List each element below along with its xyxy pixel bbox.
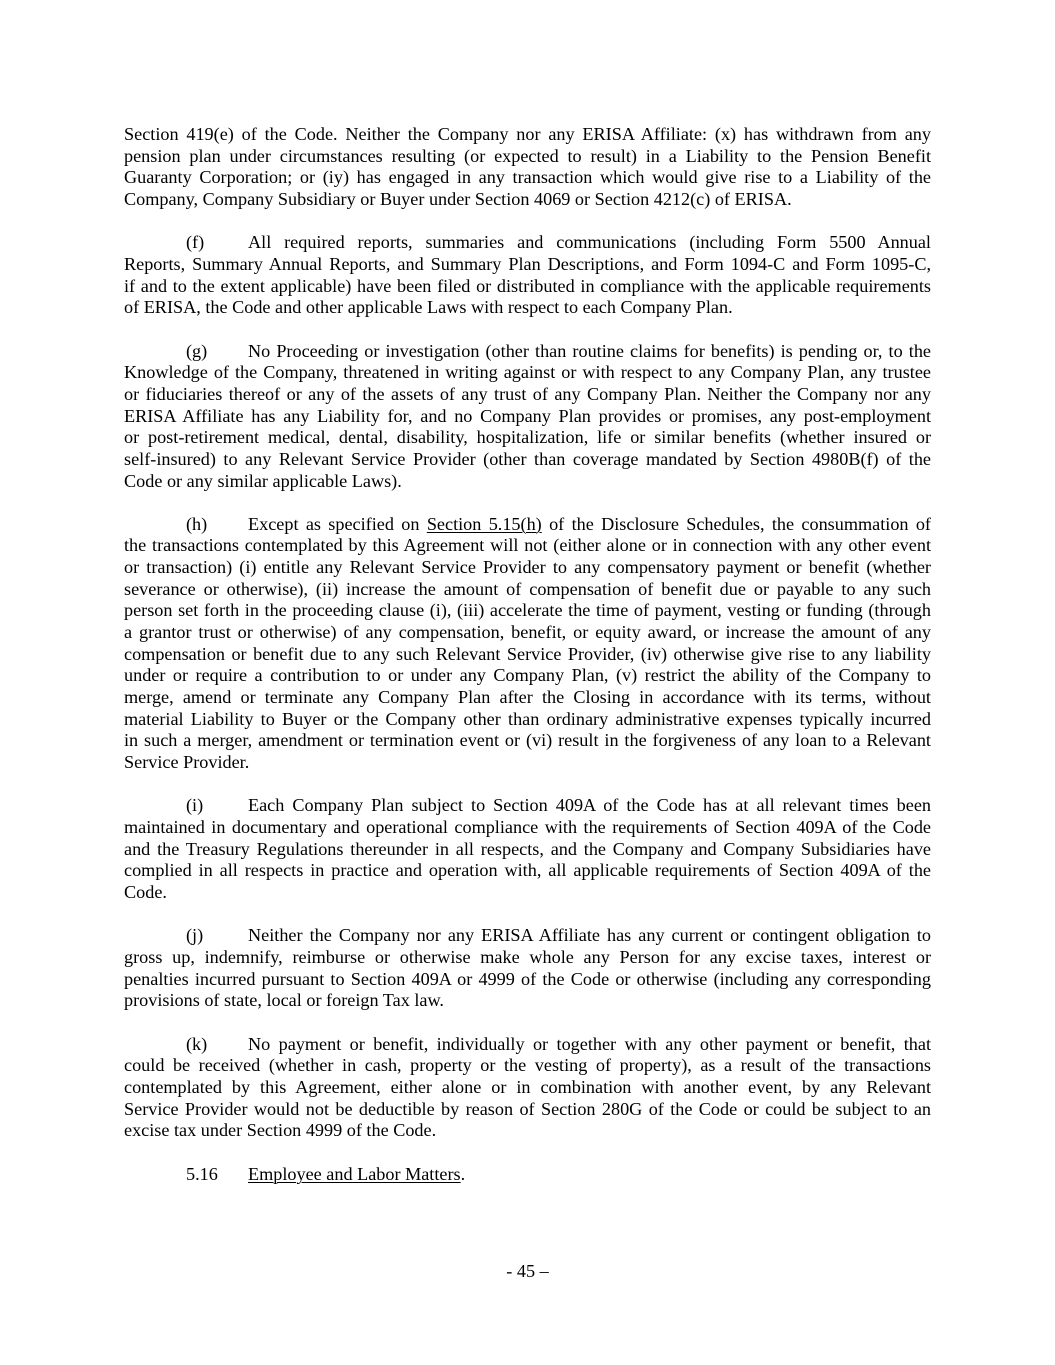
paragraph-line: Guaranty Corporation; or (iy) has engaged in any transaction which would give rise to a Liability of the — [124, 167, 931, 188]
paragraph-line: in such a merger, amendment or termination event or (vi) result in the forgiveness of any loan to a Relevant — [124, 730, 931, 751]
paragraph-f — [124, 232, 931, 319]
paragraph-line: Service Provider. — [124, 752, 250, 773]
section-title-line — [248, 1164, 931, 1186]
paragraph-line: compensation or benefit due to any such Relevant Service Provider, (iv) otherwise give rise to any liability — [124, 643, 931, 664]
paragraph-g — [124, 341, 931, 493]
paragraph-line: material Liability to Buyer or the Company other than ordinary administrative expenses typically incurred — [124, 708, 931, 729]
paragraph-label: (j) — [186, 925, 204, 946]
paragraph-label: (i) — [186, 795, 204, 816]
paragraph-line: severance or otherwise), (ii) increase the amount of compensation of benefit due or payable to any such — [124, 578, 931, 599]
paragraph-line: or transaction) (i) entitle any Relevant Service Provider to any compensatory payment or benefit (whether — [124, 557, 931, 578]
section-heading-5-16 — [124, 1164, 931, 1186]
paragraph-line: person set forth in the proceeding clause (i), (iii) accelerate the time of payment, vesting or funding (through — [124, 600, 931, 621]
paragraph-label: (g) — [186, 340, 208, 361]
paragraph-line: excise tax under Section 4999 of the Code. — [124, 1120, 437, 1141]
paragraph-line: contemplated by this Agreement, either alone or in combination with another event, by any Relevant — [124, 1076, 931, 1097]
paragraph-first-line — [124, 795, 931, 817]
paragraph-line: complied in all respects in practice and operation with, all applicable requirements of Section 409A of the — [124, 860, 931, 881]
paragraph-line: the transactions contemplated by this Agreement will not (either alone or in connection with any other event — [124, 535, 931, 556]
paragraph-first-line — [124, 232, 931, 254]
document-body — [124, 124, 931, 1207]
paragraph-line: Each Company Plan subject to Section 409A of the Code has at all relevant times been — [248, 795, 931, 816]
section-cross-reference: Section 5.15(h) — [426, 513, 542, 534]
paragraph-line: could be received (whether in cash, property or the vesting of property), as a result of the transactions — [124, 1055, 931, 1076]
paragraph-line: Code or any similar applicable Laws). — [124, 470, 402, 491]
line-segment: Except as specified on — [248, 513, 427, 534]
paragraph-i — [124, 795, 931, 903]
paragraph-label: (h) — [186, 513, 208, 534]
paragraph-line: of ERISA, the Code and other applicable Laws with respect to each Company Plan. — [124, 297, 733, 318]
paragraph-line: All required reports, summaries and communications (including Form 5500 Annual — [248, 232, 931, 253]
paragraph-h — [124, 514, 931, 774]
paragraph-label: (f) — [186, 232, 205, 253]
section-heading — [124, 1164, 931, 1186]
paragraph-line: a grantor trust or otherwise) of any compensation, benefit, or equity award, or increase the amount of any — [124, 622, 931, 643]
paragraph-line — [248, 514, 931, 536]
paragraph-line: maintained in documentary and operational compliance with the requirements of Section 409A of the Code — [124, 817, 931, 837]
paragraph-line: if and to the extent applicable) have been filed or distributed in compliance with the applicable requirements — [124, 275, 931, 296]
section-number: 5.16 — [186, 1163, 218, 1184]
paragraph-line: No Proceeding or investigation (other than routine claims for benefits) is pending or, to the — [248, 340, 931, 361]
page-number: - 45 – — [506, 1261, 549, 1281]
paragraph-line: No payment or benefit, individually or together with any other payment or benefit, that — [248, 1033, 931, 1054]
paragraph-first-line — [124, 514, 931, 536]
paragraph-line: under or require a contribution to or under any Company Plan, (v) restrict the ability of the Company to — [124, 665, 931, 686]
paragraph-line: and the Treasury Regulations thereunder in all respects, and the Company and Company Subsidiaries have — [124, 838, 931, 859]
paragraph-line: or post-retirement medical, dental, disability, hospitalization, life or similar benefits (whether insured or — [124, 427, 931, 448]
paragraph-line: self-insured) to any Relevant Service Provider (other than coverage mandated by Section 4980B(f) of the — [124, 448, 931, 469]
paragraph-continuation — [124, 124, 931, 211]
section-title-punctuation: . — [460, 1163, 466, 1184]
paragraph-label: (k) — [186, 1033, 208, 1054]
paragraph-j — [124, 925, 931, 1012]
section-title: Employee and Labor Matters — [248, 1163, 461, 1184]
paragraph-line: ERISA Affiliate has any Liability for, and no Company Plan provides or promises, any post-employment — [124, 405, 931, 426]
paragraph-k — [124, 1034, 931, 1142]
paragraph-line: or fiduciaries thereof or any of the assets of any trust of any Company Plan. Neither the Company nor any — [124, 383, 931, 404]
paragraph-line: provisions of state, local or foreign Tax law. — [124, 990, 444, 1011]
paragraph-line: pension plan under circumstances resulting (or expected to result) in a Liability to the Pension Benefit — [124, 145, 931, 166]
paragraph-line: Code. — [124, 881, 167, 902]
paragraph-line: Reports, Summary Annual Reports, and Summary Plan Descriptions, and Form 1094-C and Form 1095-C, — [124, 253, 931, 274]
paragraph-line: Company, Company Subsidiary or Buyer under Section 4069 or Section 4212(c) of ERISA. — [124, 188, 792, 209]
paragraph-line: Neither the Company nor any ERISA Affiliate has any current or contingent obligation to — [248, 925, 931, 946]
paragraph-line: Knowledge of the Company, threatened in writing against or with respect to any Company Plan, any trustee — [124, 362, 931, 383]
line-segment: of the Disclosure Schedules, the consummation of — [541, 513, 931, 534]
paragraph-line: penalties incurred pursuant to Section 409A or 4999 of the Code or otherwise (including any corresponding — [124, 968, 931, 989]
paragraph-line: Service Provider would not be deductible by reason of Section 280G of the Code or could be subject to an — [124, 1098, 931, 1119]
paragraph-line: merge, amend or terminate any Company Plan after the Closing in accordance with its terms, without — [124, 687, 931, 708]
paragraph-first-line — [124, 925, 931, 947]
paragraph-first-line — [124, 1034, 931, 1056]
paragraph-line: Section 419(e) of the Code. Neither the Company nor any ERISA Affiliate: (x) has withdrawn from any — [124, 124, 931, 144]
paragraph-first-line — [124, 341, 931, 363]
paragraph-line: gross up, indemnify, reimburse or otherwise make whole any Person for any excise taxes, interest or — [124, 946, 931, 967]
